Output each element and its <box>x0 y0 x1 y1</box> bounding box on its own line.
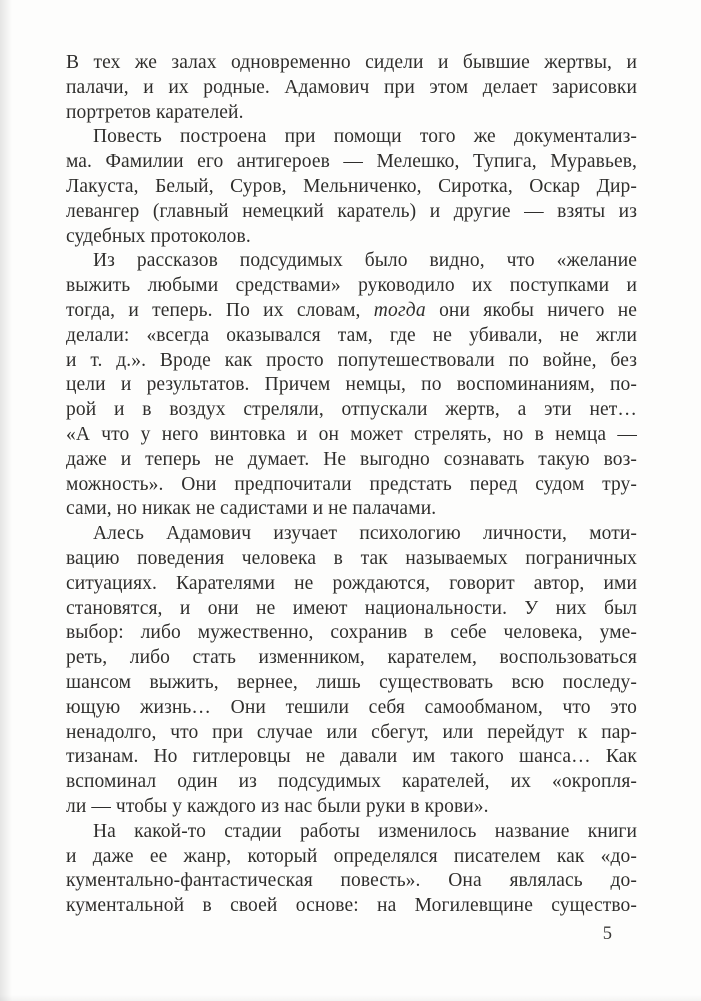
text-line <box>66 621 637 646</box>
text-line <box>66 894 637 919</box>
text-line <box>66 125 637 150</box>
text-line <box>66 473 637 498</box>
text-run: выбор: либо мужественно, сохранив в себе человека, уме- <box>66 622 637 644</box>
text-line <box>66 696 637 721</box>
text-line <box>66 597 637 622</box>
text-run: цели и результатов. Причем немцы, по воспоминаниям, по- <box>66 374 637 396</box>
text-line <box>66 101 637 126</box>
text-run: тогда, и теперь. По их словам, <box>66 299 374 321</box>
text-run: выжить любыми средствами» руководило их поступками и <box>66 275 637 297</box>
text-run: Из рассказов подсудимых было видно, что «желание <box>93 250 637 272</box>
text-run: ситуациях. Карателями не рождаются, говорит автор, ими <box>66 572 637 594</box>
text-line <box>66 423 637 448</box>
text-run: палачи, и их родные. Адамович при этом делает зарисовки <box>66 76 637 98</box>
text-line <box>66 150 637 175</box>
text-run: На какой-то стадии работы изменилось название книги <box>93 820 637 842</box>
text-line <box>66 299 637 324</box>
text-line <box>66 547 637 572</box>
text-line <box>66 200 637 225</box>
text-line <box>66 497 637 522</box>
text-run: ли — чтобы у каждого из нас были руки в крови». <box>66 795 489 817</box>
text-run: становятся, и они не имеют национальности. У них был <box>66 597 637 619</box>
text-run: и даже ее жанр, который определялся писателем как «до- <box>66 845 637 867</box>
text-run: судебных протоколов. <box>66 225 251 247</box>
text-run: ма. Фамилии его антигероев — Мелешко, Тупига, Муравьев, <box>66 151 637 173</box>
text-line <box>66 51 637 76</box>
text-line <box>66 869 637 894</box>
text-line <box>66 671 637 696</box>
text-run: шансом выжить, вернее, лишь существовать всю последу- <box>66 671 637 693</box>
paragraph <box>66 125 637 249</box>
paragraph <box>66 51 637 125</box>
text-run: можность». Они предпочитали предстать перед судом тру- <box>66 473 637 495</box>
paragraph <box>66 820 637 919</box>
italic-text-run: тогда <box>373 299 426 321</box>
text-run: ющую жизнь… Они тешили себя самообманом, что это <box>66 696 637 718</box>
text-run: сами, но никак не садистами и не палачами. <box>66 498 437 520</box>
text-run: они якобы ничего не <box>425 299 637 321</box>
text-run: портретов карателей. <box>66 101 244 123</box>
text-run: тизанам. Но гитлеровцы не давали им такого шанса… Как <box>66 746 637 768</box>
text-line <box>66 349 637 374</box>
text-run: даже и теперь не думает. Не выгодно сознавать такую воз- <box>66 448 637 470</box>
text-run: вспоминал один из подсудимых карателей, их «окропля- <box>66 771 637 793</box>
text-run: и т. д.». Вроде как просто попутешествовали по войне, без <box>66 349 637 371</box>
text-run: рой и в воздух стреляли, отпускали жертв, а эти нет… <box>66 399 637 421</box>
text-line <box>66 448 637 473</box>
text-run: «А что у него винтовка и он может стрелять, но в немца — <box>66 423 637 445</box>
paragraph <box>66 522 637 820</box>
text-line <box>66 745 637 770</box>
text-line <box>66 522 637 547</box>
text-run: ненадолго, что при случае или сбегут, или перейдут к пар- <box>66 721 637 743</box>
page-scan-edge-left <box>0 0 12 1001</box>
text-run: кументальной в своей основе: на Могилевщине существо- <box>66 895 637 917</box>
text-run: Лакуста, Белый, Суров, Мельниченко, Сиротка, Оскар Дир- <box>66 175 637 197</box>
text-line <box>66 721 637 746</box>
text-line <box>66 795 637 820</box>
paragraph <box>66 249 637 522</box>
text-run: кументально-фантастическая повесть». Она являлась до- <box>66 870 637 892</box>
text-line <box>66 274 637 299</box>
text-run: Повесть построена при помощи того же документализ- <box>93 126 637 148</box>
page-number: 5 <box>602 924 612 944</box>
text-line <box>66 373 637 398</box>
text-run: делали: «всегда оказывался там, где не убивали, не жгли <box>66 324 637 346</box>
text-line <box>66 572 637 597</box>
page-scan-edge-bottom <box>0 995 701 1001</box>
text-line <box>66 225 637 250</box>
text-line <box>66 398 637 423</box>
text-run: левангер (главный немецкий каратель) и другие — взяты из <box>66 200 637 222</box>
text-run: реть, либо стать изменником, карателем, воспользоваться <box>66 647 637 669</box>
text-line <box>66 175 637 200</box>
text-line <box>66 249 637 274</box>
text-run: вацию поведения человека в так называемых пограничных <box>66 547 637 569</box>
text-run: В тех же залах одновременно сидели и бывшие жертвы, и <box>66 52 637 73</box>
text-line <box>66 845 637 870</box>
text-line <box>66 770 637 795</box>
text-line <box>66 820 637 845</box>
text-line <box>66 646 637 671</box>
text-run: Алесь Адамович изучает психологию личности, моти- <box>93 523 637 545</box>
page-text <box>66 51 637 919</box>
text-line <box>66 76 637 101</box>
text-line <box>66 324 637 349</box>
